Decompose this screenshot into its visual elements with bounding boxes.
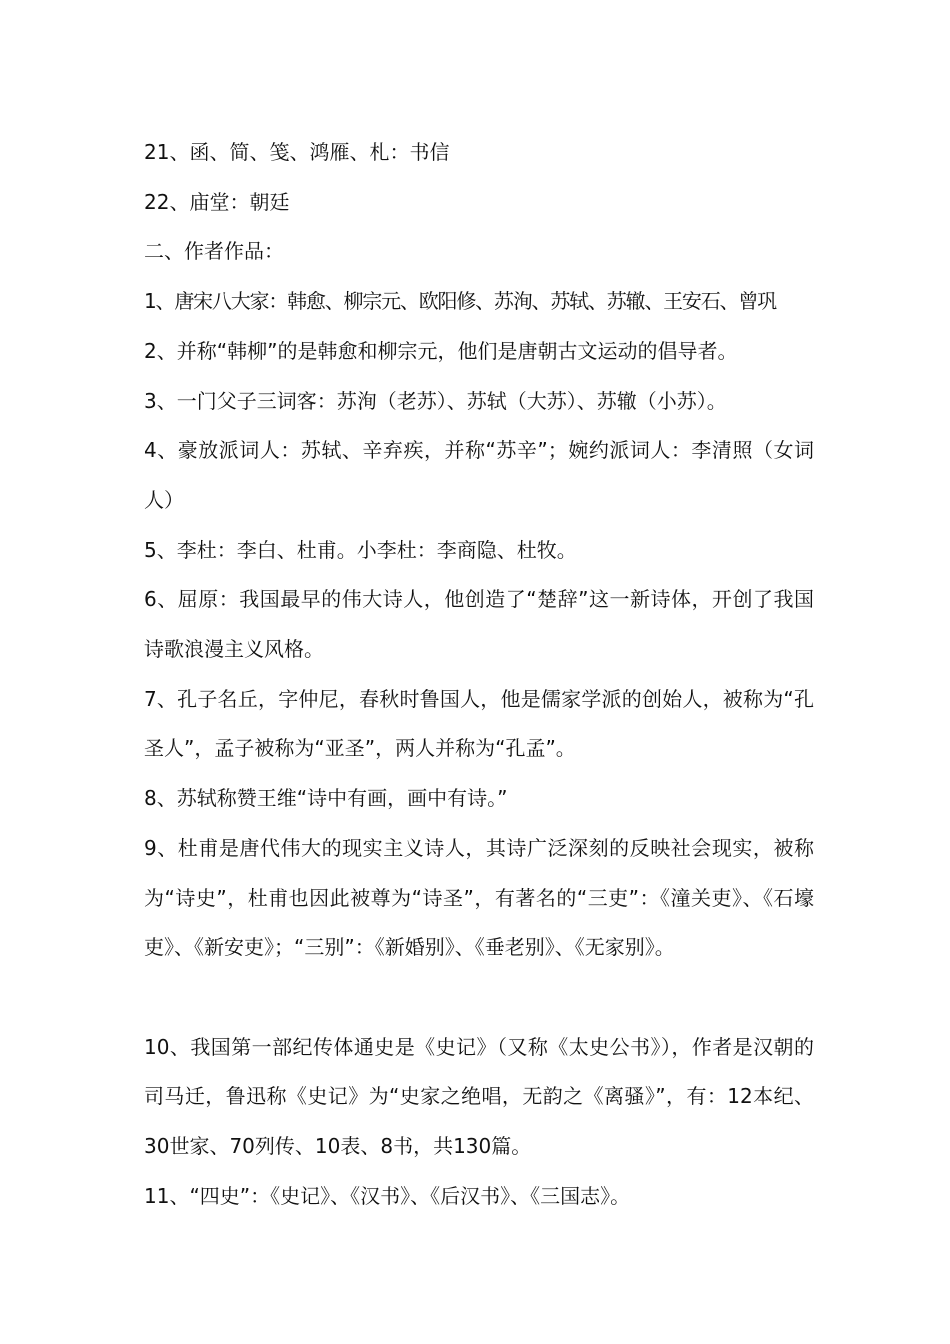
paragraph-11: 11、“四史”：《史记》、《汉书》、《后汉书》、《三国志》。 xyxy=(144,1183,631,1208)
paragraph-21: 21、函、简、笺、鸿雁、札：书信 xyxy=(144,140,450,164)
blank-line xyxy=(144,973,814,1023)
paragraph-10: 10、我国第一部纪传体通史是《史记》（又称《太史公书》），作者是汉朝的司马迁，鲁迅称《史记》为“史家之绝唱，无韵之《离骚》”，有：12本纪、30世家、70列传、10表、8书，共130篇。 xyxy=(144,1034,814,1159)
paragraph-9: 9、杜甫是唐代伟大的现实主义诗人，其诗广泛深刻的反映社会现实，被称为“诗史”，杜甫也因此被尊为“诗圣”，有著名的“三吏”：《潼关吏》、《石壕吏》、《新安吏》；“三别”：《新婚别》、《垂老别》、《无家别》。 xyxy=(144,835,814,960)
paragraph-22: 22、庙堂：朝廷 xyxy=(144,189,290,214)
paragraph-3: 3、一门父子三词客：苏洵（老苏）、苏轼（大苏）、苏辙（小苏）。 xyxy=(144,388,727,413)
section-heading-authors-works: 二、作者作品： xyxy=(144,239,284,264)
paragraph-6: 6、屈原：我国最早的伟大诗人，他创造了“楚辞”这一新诗体，开创了我国诗歌浪漫主义风格。 xyxy=(144,587,814,662)
paragraph-2: 2、并称“韩柳”的是韩愈和柳宗元，他们是唐朝古文运动的倡导者。 xyxy=(144,338,738,363)
paragraph-8: 8、苏轼称赞王维“诗中有画，画中有诗。” xyxy=(144,786,508,811)
paragraph-4: 4、豪放派词人：苏轼、辛弃疾，并称“苏辛”；婉约派词人：李清照（女词人） xyxy=(144,438,814,512)
paragraph-5: 5、李杜：李白、杜甫。小李杜：李商隐、杜牧。 xyxy=(144,537,577,562)
document-body xyxy=(144,128,814,1221)
paragraph-7: 7、孔子名丘，字仲尼，春秋时鲁国人，他是儒家学派的创始人，被称为“孔圣人”，孟子被称为“亚圣”，两人并称为“孔孟”。 xyxy=(144,686,814,761)
paragraph-1: 1、唐宋八大家：韩愈、柳宗元、欧阳修、苏洵、苏轼、苏辙、王安石、曾巩 xyxy=(144,289,776,314)
